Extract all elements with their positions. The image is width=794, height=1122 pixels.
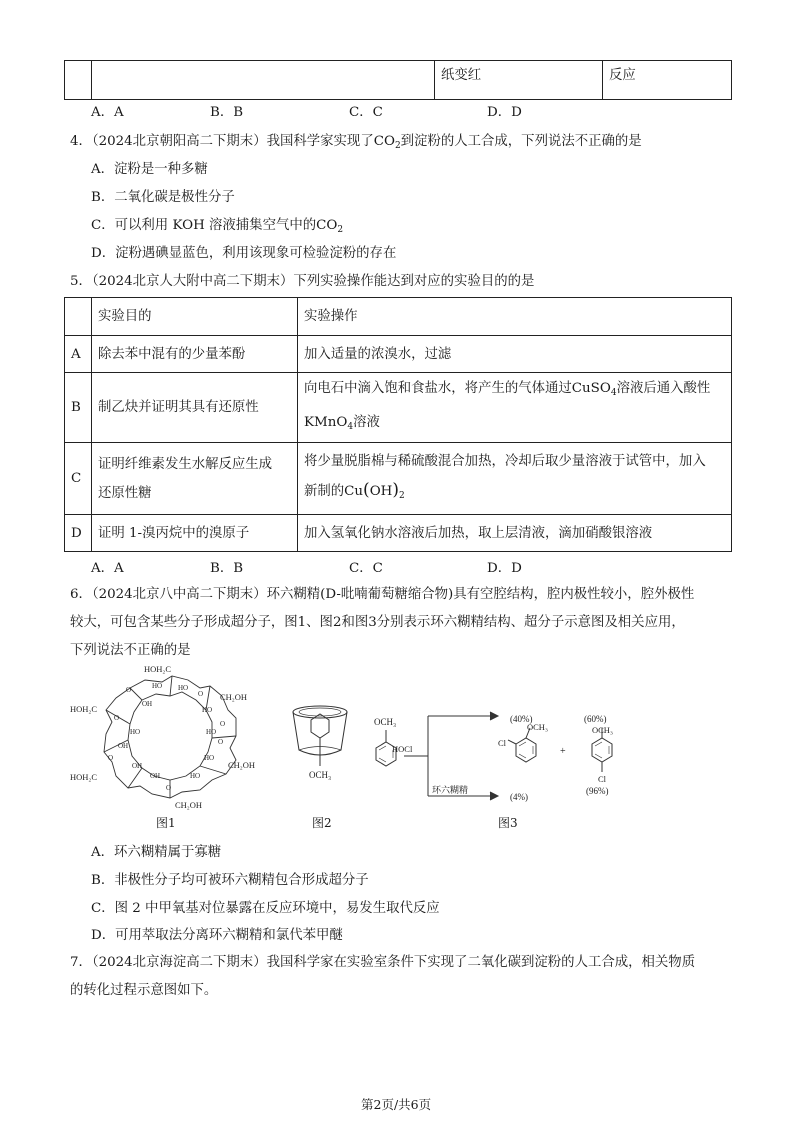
fig3-ortho-pct: (40%) (510, 714, 533, 724)
svg-text:HO: HO (202, 706, 213, 714)
fig2-och3: OCH₃ (309, 770, 332, 780)
fig3-ortho-och3: OCH₃ (527, 722, 548, 732)
q4-stem-pre: 4．（2024北京朝阳高二下期末）我国科学家实现了CO (70, 134, 395, 149)
q5-row-b-op2-pre: KMnO (304, 414, 348, 430)
fig3-ortho-pct2: (4%) (510, 792, 528, 802)
fig1-label-hoh2c-left: HOH₂C (70, 704, 98, 714)
svg-text:HO: HO (190, 772, 201, 780)
top-cell-3: 纸变红 (435, 61, 603, 100)
q5-row-d-op: 加入氢氧化钠水溶液后加热，取上层清液，滴加硝酸银溶液 (298, 515, 732, 552)
fig1-label-ch2oh-right-top: CH₂OH (220, 692, 248, 702)
svg-text:O: O (126, 686, 132, 694)
q3-option-c[interactable]: C．C (349, 105, 383, 120)
svg-text:OH: OH (132, 762, 143, 770)
q5-row-b-op2-sub: 4 (347, 421, 354, 432)
q6-option-a[interactable]: A．环六糊精属于寡糖 (91, 845, 222, 860)
q4-option-a[interactable]: A．淀粉是一种多糖 (91, 162, 208, 177)
q5-option-b[interactable]: B．B (210, 561, 244, 576)
q4-stem-post: 到淀粉的人工合成，下列说法不正确的是 (400, 134, 642, 149)
figure-3-caption: 图3 (498, 816, 518, 830)
svg-text:O: O (218, 738, 224, 746)
q5-head-op: 实验操作 (298, 298, 732, 336)
q5-row-b-op (298, 373, 732, 443)
fig3-reactant-och3: OCH₃ (374, 717, 397, 727)
q3-option-d[interactable]: D．D (487, 105, 522, 120)
q7-stem-line1: 7．（2024北京海淀高二下期末）我国科学家在实验室条件下实现了二氧化碳到淀粉的人工合成，相关物质 (70, 955, 696, 970)
top-partial-table (64, 60, 732, 100)
q5-row-c-purpose-line2: 还原性糖 (98, 485, 152, 501)
q6-option-c[interactable]: C．图 2 中甲氧基对位暴露在反应环境中，易发生取代反应 (91, 901, 440, 916)
figure-2-inclusion (285, 700, 355, 798)
q5-row-b-op1-post: 溶液后通入酸性 (616, 380, 711, 396)
q3-option-b[interactable]: B．B (210, 105, 244, 120)
page-footer: 第2页/共6页 (361, 1097, 432, 1112)
svg-text:O: O (108, 754, 114, 762)
q5-row-b-op1-sub: 4 (610, 387, 617, 398)
q5-row-c-label: C (65, 443, 92, 515)
q4-stem (70, 130, 642, 151)
svg-text:O: O (198, 690, 204, 698)
q5-row-a-op: 加入适量的浓溴水，过滤 (298, 336, 732, 373)
top-cell-4: 反应 (603, 61, 732, 100)
figure-1-cyclodextrin (70, 660, 270, 810)
fig3-para-cl: Cl (598, 774, 607, 784)
q6-stem-line2: 较大，可包含某些分子形成超分子，图1、图2和图3分别表示环六糊精结构、超分子示意图及相关应用， (70, 615, 685, 630)
fig1-label-hoh2c-bottom: HOH₂C (70, 772, 98, 782)
fig1-label-ch2oh-right: CH₂OH (228, 760, 256, 770)
q5-row-a-label: A (65, 336, 92, 373)
q4-option-d[interactable]: D．淀粉遇碘显蓝色，利用该现象可检验淀粉的存在 (91, 246, 397, 261)
svg-text:HO: HO (178, 684, 189, 692)
fig3-ortho-cl: Cl (498, 738, 507, 748)
q6-option-d[interactable]: D．可用萃取法分离环六糊精和氯代苯甲醚 (91, 928, 343, 943)
q5-row-a-purpose: 除去苯中混有的少量苯酚 (92, 336, 298, 373)
svg-text:HO: HO (206, 728, 217, 736)
q5-row-d-purpose: 证明 1-溴丙烷中的溴原子 (92, 515, 298, 552)
fig3-catalyst: 环六糊精 (432, 785, 469, 795)
figure-2-caption: 图2 (312, 816, 332, 830)
q5-row-b-op2-post: 溶液 (353, 414, 380, 430)
q5-row-b-purpose: 制乙炔并证明其具有还原性 (92, 373, 298, 443)
fig3-para-pct: (60%) (584, 714, 607, 724)
q5-row-c-purpose (92, 443, 298, 515)
fig3-plus: + (560, 746, 566, 757)
q5-head-purpose: 实验目的 (92, 298, 298, 336)
top-cell-1 (65, 61, 92, 100)
q4-option-c[interactable] (91, 214, 343, 235)
q5-option-d[interactable]: D．D (487, 561, 522, 576)
q6-stem-line3: 下列说法不正确的是 (70, 643, 191, 658)
q5-row-c-op: 将少量脱脂棉与稀硫酸混合加热，冷却后取少量溶液于试管中，加入 新制的$Cu(OH)_2$ (298, 443, 732, 515)
svg-text:HO: HO (204, 754, 215, 762)
q5-row-c-op2-pre: 新制的Cu (304, 483, 364, 499)
figure-1-caption: 图1 (156, 816, 176, 830)
q5-table (64, 297, 732, 552)
svg-text:HO: HO (152, 682, 163, 690)
q5-row-c-op2-mid: OH (369, 483, 393, 499)
q5-row-b-label: B (65, 373, 92, 443)
q4-stem-sub: 2 (394, 141, 401, 151)
q5-option-a[interactable]: A．A (91, 561, 124, 576)
q5-head-blank (65, 298, 92, 336)
svg-text:OH: OH (118, 742, 129, 750)
q5-row-c-purpose-line1: 证明纤维素发生水解反应生成 (98, 456, 273, 472)
svg-text:HO: HO (130, 728, 141, 736)
q5-stem: 5．（2024北京人大附中高二下期末）下列实验操作能达到对应的实验目的的是 (70, 274, 535, 289)
fig3-para-och3: OCH₃ (592, 725, 613, 735)
q6-stem-line1: 6．（2024北京八中高二下期末）环六糊精(D-吡喃葡萄糖缩合物)具有空腔结构，腔内极性较小，腔外极性 (70, 587, 695, 602)
svg-text:O: O (220, 720, 226, 728)
q4-option-b[interactable]: B．二氧化碳是极性分子 (91, 190, 235, 205)
q5-row-b-op1-pre: 向电石中滴入饱和食盐水，将产生的气体通过CuSO (304, 380, 611, 396)
svg-text:O: O (114, 714, 120, 722)
q5-row-d-label: D (65, 515, 92, 552)
q6-option-b[interactable]: B．非极性分子均可被环六糊精包合形成超分子 (91, 873, 369, 888)
q7-stem-line2: 的转化过程示意图如下。 (70, 983, 218, 998)
q5-option-c[interactable]: C．C (349, 561, 383, 576)
q4-option-c-text: C．可以利用 KOH 溶液捕集空气中的CO (91, 218, 338, 233)
fig3-reagent: HOCl (392, 744, 413, 754)
svg-text:OH: OH (142, 700, 153, 708)
top-cell-2 (92, 61, 435, 100)
q5-row-c-op-line1: 将少量脱脂棉与稀硫酸混合加热，冷却后取少量溶液于试管中，加入 (304, 453, 706, 469)
q5-row-c-op2-sub: 2 (398, 490, 405, 501)
figure-3-reaction (370, 700, 670, 810)
fig1-label-ch2oh-bottom: CH₂OH (175, 800, 203, 810)
svg-text:OH: OH (150, 772, 161, 780)
q3-option-a[interactable]: A．A (91, 105, 124, 120)
fig3-para-pct2: (96%) (586, 786, 609, 796)
svg-text:O: O (166, 784, 172, 792)
fig1-label-hoh2c-top: HOH₂C (144, 664, 172, 674)
q4-option-c-sub: 2 (337, 225, 344, 235)
